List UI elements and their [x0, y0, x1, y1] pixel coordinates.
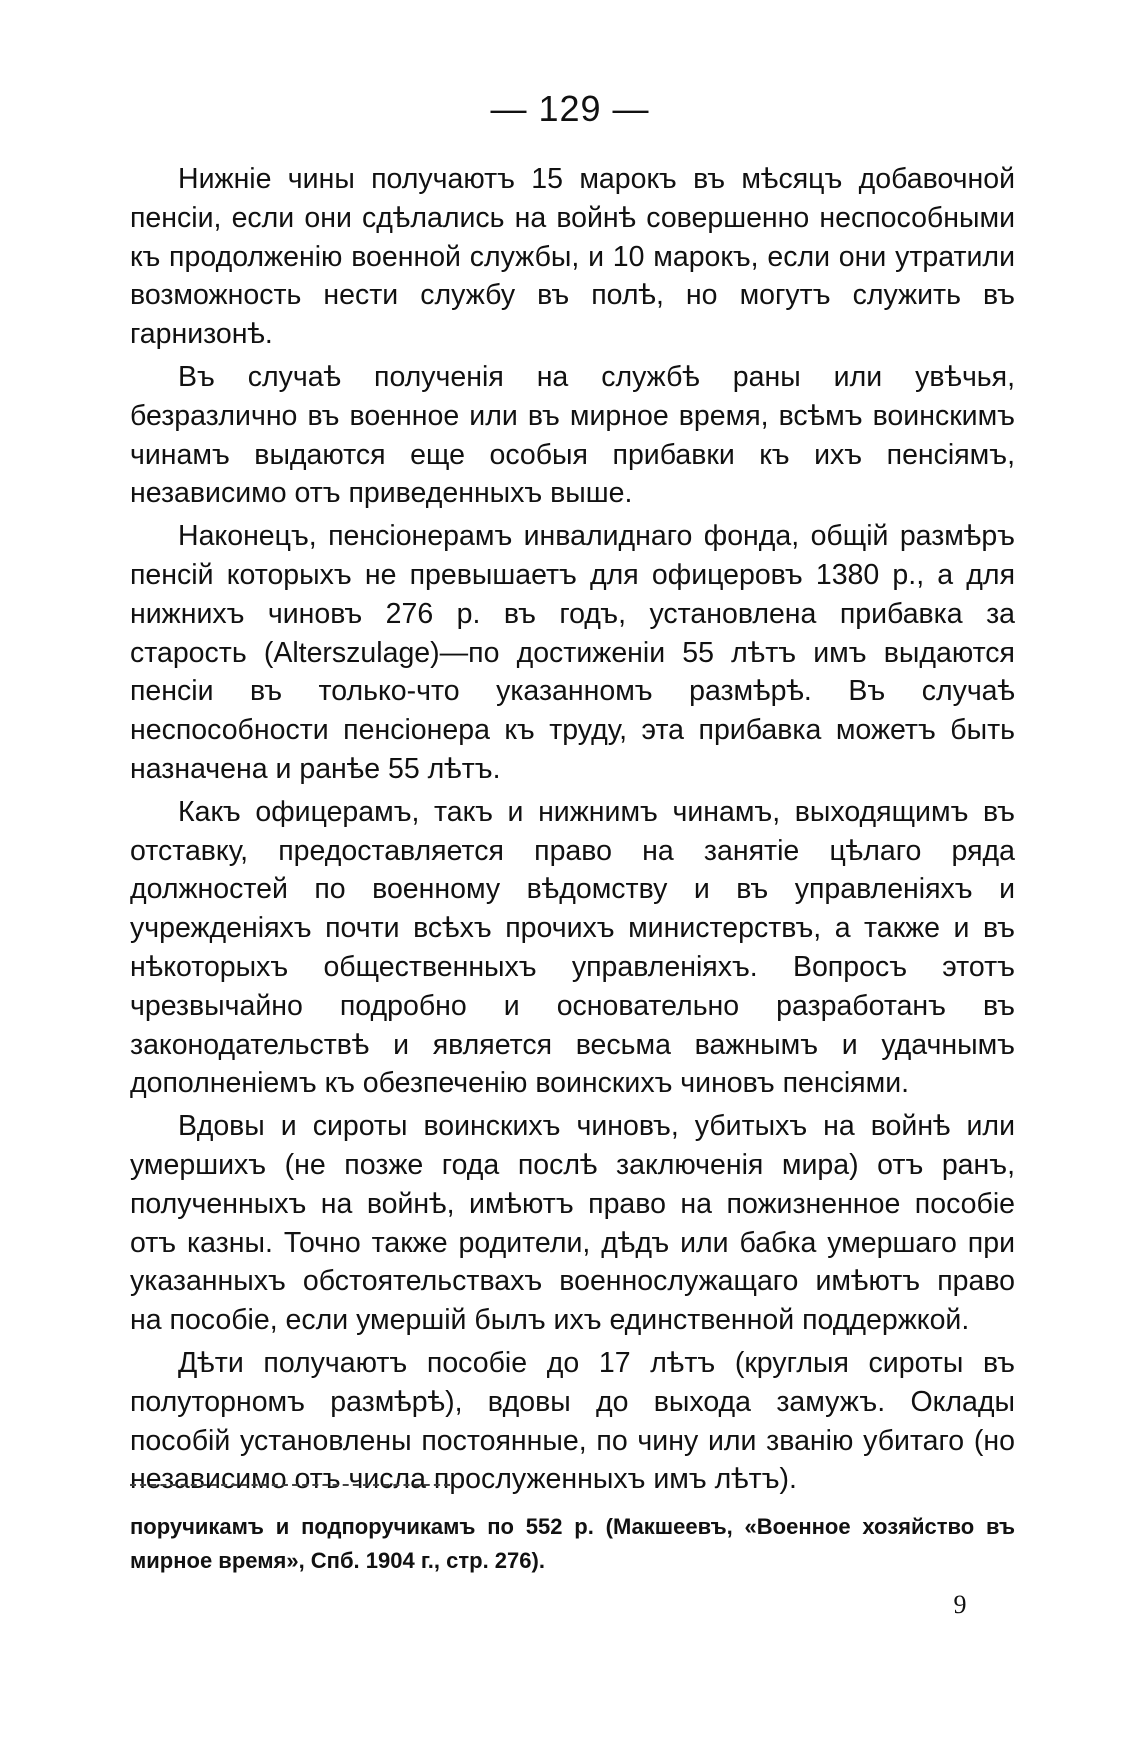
paragraph: Вдовы и сироты воинскихъ чиновъ, убитыхъ на войнѣ или умершихъ (не позже года послѣ заключенія мира) отъ ранъ, полученныхъ на войнѣ, имѣютъ право на пожизненное пособіе отъ казны. Точно также родители, дѣдъ или бабка умершаго при указанныхъ обстоятельствахъ военнослужащаго имѣютъ право на пособіе, если умершій былъ ихъ единственной поддержкой. [130, 1110, 1015, 1337]
main-text [130, 160, 1015, 1499]
paragraph: Нижніе чины получаютъ 15 марокъ въ мѣсяцъ добавочной пенсіи, если они сдѣлались на войнѣ совершенно неспособными къ продолженію военной службы, и 10 марокъ, если они утратили возможность нести службу въ полѣ, но могутъ служить въ гарнизонѣ. [130, 163, 1015, 351]
paragraph: Наконецъ, пенсіонерамъ инвалиднаго фонда, общій размѣръ пенсій которыхъ не превышаетъ для офицеровъ 1380 р., а для нижнихъ чиновъ 276 р. въ годъ, установлена прибавка за старость (Alterszulage)—по достиженіи 55 лѣтъ имъ выдаются пенсіи въ только-что указанномъ размѣрѣ. Въ случаѣ неспособности пенсіонера къ труду, эта прибавка можетъ быть назначена и ранѣе 55 лѣтъ. [130, 520, 1015, 785]
paragraph: Въ случаѣ полученія на службѣ раны или увѣчья, безразлично въ военное или въ мирное время, всѣмъ воинскимъ чинамъ выдаются еще особыя прибавки къ ихъ пенсіямъ, независимо отъ приведенныхъ выше. [130, 360, 1015, 510]
footnote-divider [130, 1484, 450, 1486]
paragraph: Какъ офицерамъ, такъ и нижнимъ чинамъ, выходящимъ въ отставку, предоставляется право на занятіе цѣлаго ряда должностей по военному вѣдомству и въ управленіяхъ и учрежденіяхъ почти всѣхъ прочихъ министерствъ, а также и въ нѣкоторыхъ общественныхъ управленіяхъ. Вопросъ этотъ чрезвычайно подробно и основательно разработанъ въ законодательствѣ и является весьма важнымъ и удачнымъ дополненіемъ къ обезпеченію воинскихъ чиновъ пенсіями. [130, 795, 1015, 1100]
page-number-header: — 129 — [490, 88, 650, 129]
paragraph: Дѣти получаютъ пособіе до 17 лѣтъ (круглыя сироты въ полуторномъ размѣрѣ), вдовы до выхода замужъ. Оклады пособій установлены постоянные, по чину или званію убитаго (но независимо отъ числа прослуженныхъ имъ лѣтъ). [130, 1346, 1015, 1496]
signature-mark: 9 [953, 1590, 967, 1619]
footnote: поручикамъ и подпоручикамъ по 552 р. (Макшеевъ, «Военное хозяйство въ мирное время», Спб. 1904 г., стр. 276). [130, 1514, 1015, 1573]
